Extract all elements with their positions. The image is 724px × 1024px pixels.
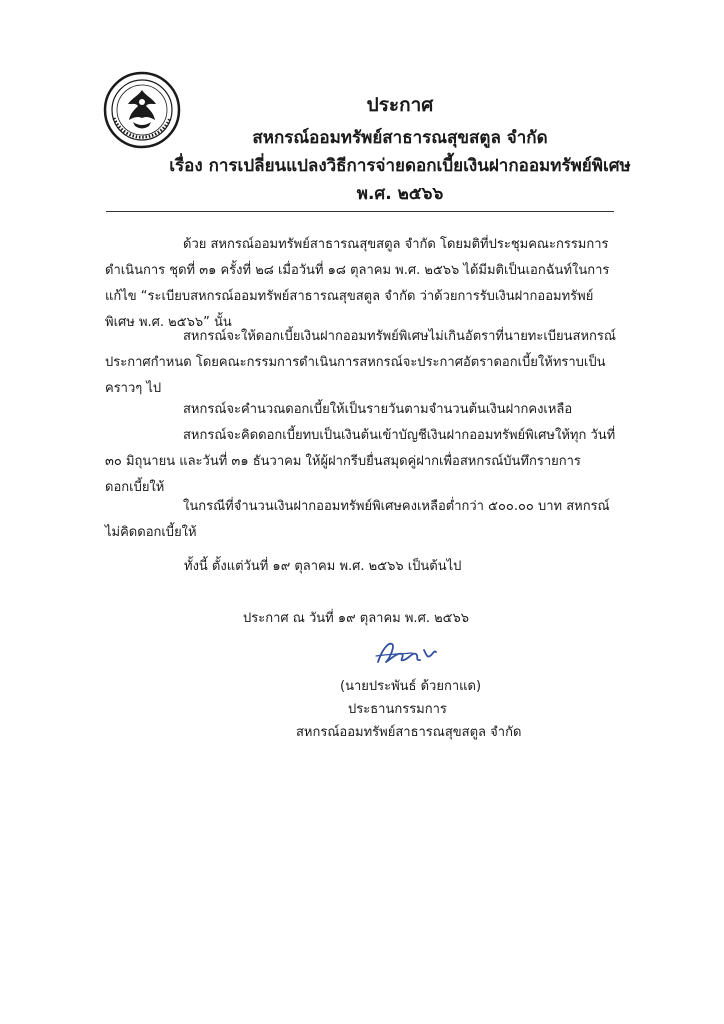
paragraph-text: ในกรณีที่จำนวนเงินฝากออมทรัพย์พิเศษคงเหลือต่ำกว่า ๕๐๐.๐๐ บาท สหกรณ์ไม่คิดดอกเบี้ยให้ <box>105 499 610 540</box>
paragraph-text: ด้วย สหกรณ์ออมทรัพย์สาธารณสุขสตูล จำกัด โดยมติที่ประชุมคณะกรรมการดำเนินการ ชุดที่ ๓๑ ครั้งที่ ๒๘ เมื่อวันที่ ๑๘ ตุลาคม พ.ศ. ๒๕๖๖ ได้มีมติเป็นเอกฉันท์ในการแก้ไข “ระเบียบสหกรณ์ออมทรัพย์สาธารณสุขสตูล จำกัด ว่าด้วยการรับเงินฝากออมทรัพย์พิเศษ พ.ศ. ๒๕๖๖” นั้น <box>105 237 610 330</box>
page-title: ประกาศ <box>366 94 434 116</box>
year-title: พ.ศ. ๒๕๖๖ <box>356 184 444 204</box>
paragraph-resolution <box>105 232 621 336</box>
paragraph-text: สหกรณ์จะคำนวณดอกเบี้ยให้เป็นรายวันตามจำนวนต้นเงินฝากคงเหลือ <box>183 402 573 417</box>
effective-date: ทั้งนี้ ตั้งแต่วันที่ ๑๙ ตุลาคม พ.ศ. ๒๕๖๖ เป็นต้นไป <box>184 559 462 574</box>
signatory-name: (นายประพันธ์ ด้วยกาแด) <box>340 679 482 694</box>
paragraph-text: สหกรณ์จะให้ดอกเบี้ยเงินฝากออมทรัพย์พิเศษไม่เกินอัตราที่นายทะเบียนสหกรณ์ประกาศกำหนด โดยคณะกรรมการดำเนินการสหกรณ์จะประกาศอัตราดอกเบี้ยให้ทราบเป็นคราวๆ ไป <box>105 329 616 396</box>
subject-title: เรื่อง การเปลี่ยนแปลงวิธีการจ่ายดอกเบี้ยเงินฝากออมทรัพย์พิเศษ <box>169 156 631 176</box>
paragraph-text: สหกรณ์จะคิดดอกเบี้ยทบเป็นเงินต้นเข้าบัญชีเงินฝากออมทรัพย์พิเศษให้ทุก วันที่ ๓๐ มิถุนายน และวันที่ ๓๑ ธันวาคม ให้ผู้ฝากรีบยื่นสมุดคู่ฝากเพื่อสหกรณ์บันทึกรายการดอกเบี้ยให้ <box>105 428 616 495</box>
signatory-organization: สหกรณ์ออมทรัพย์สาธารณสุขสตูล จำกัด <box>296 725 522 740</box>
paragraph-minimum-balance <box>105 494 621 546</box>
paragraph-interest-rate <box>105 324 621 402</box>
paragraph-daily-calculation <box>105 397 621 423</box>
organization-title: สหกรณ์ออมทรัพย์สาธารณสุขสตูล จำกัด <box>252 128 548 148</box>
paragraph-compounding <box>105 423 621 501</box>
announcement-date: ประกาศ ณ วันที่ ๑๙ ตุลาคม พ.ศ. ๒๕๖๖ <box>243 611 469 626</box>
signature-icon <box>372 636 442 670</box>
header-divider <box>106 211 614 212</box>
signatory-position: ประธานกรรมการ <box>348 702 447 717</box>
